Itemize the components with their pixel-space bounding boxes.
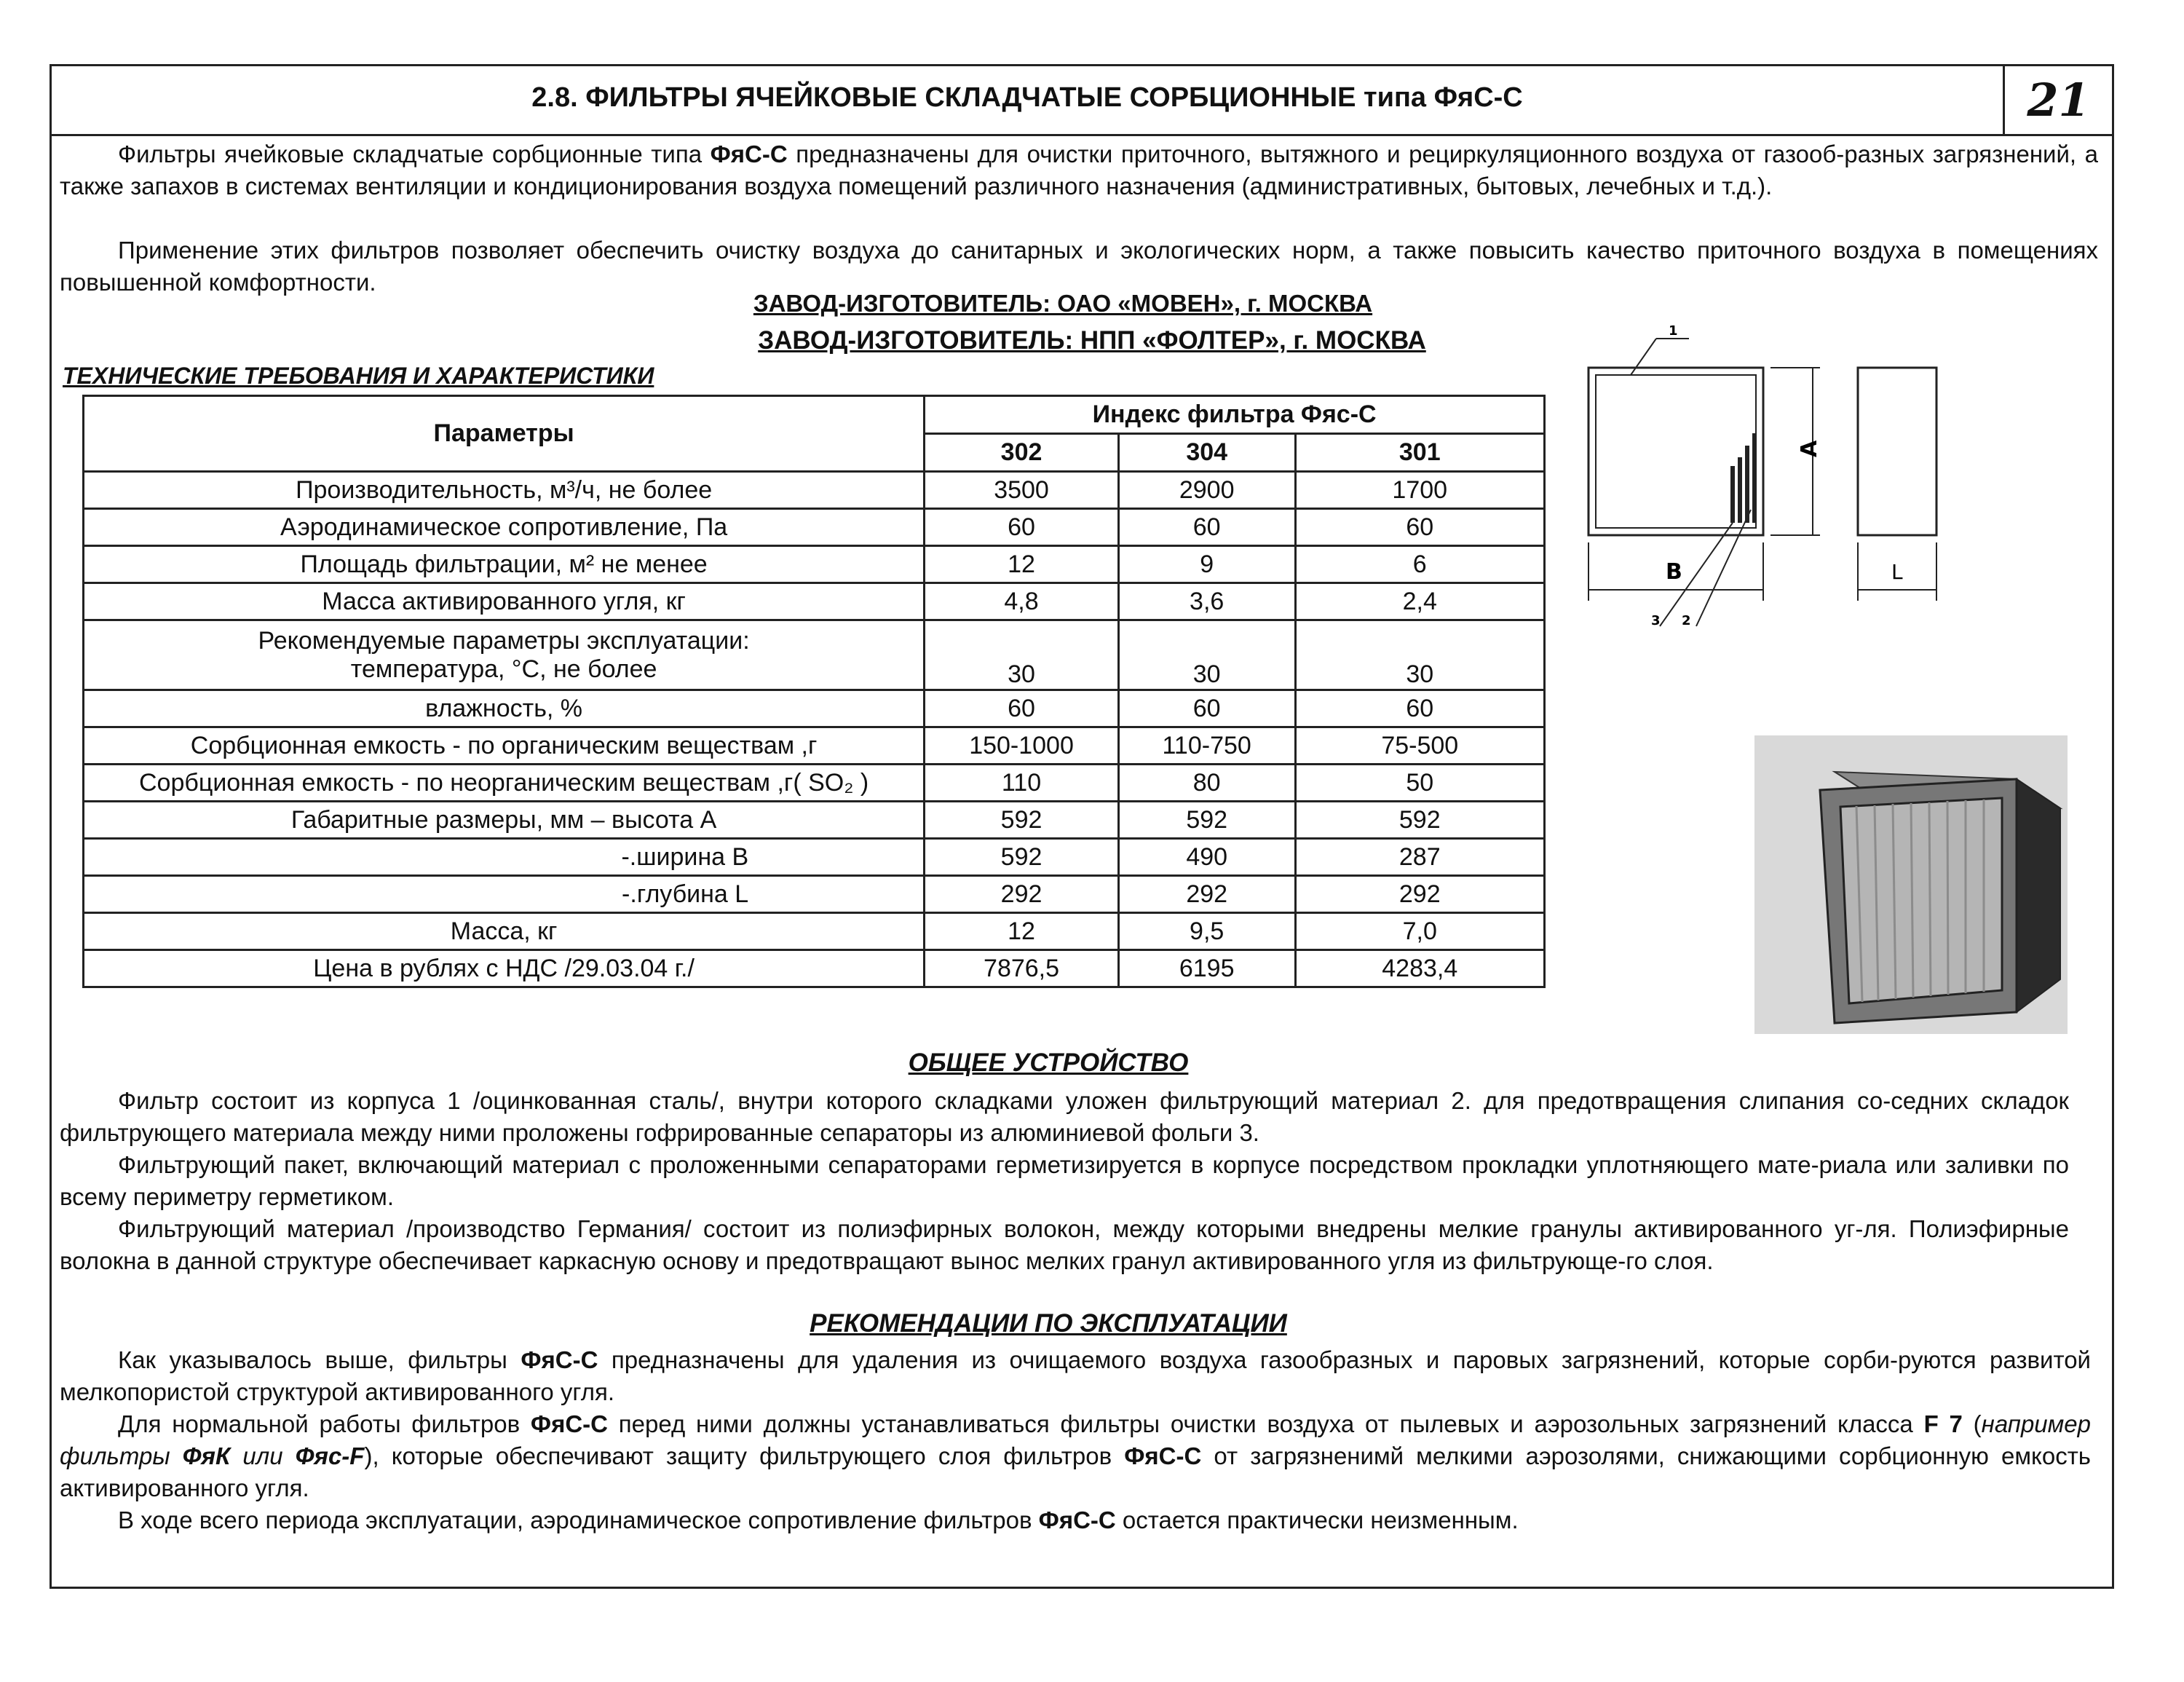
recommendations-paragraph-1 (60, 1344, 2091, 1408)
cell: 292 (925, 876, 1119, 913)
cell: 50 (1295, 765, 1545, 802)
model-header: 304 (1118, 434, 1295, 472)
cell: 292 (1295, 876, 1545, 913)
row-label: -.глубина L (84, 876, 925, 913)
cell: 592 (1118, 802, 1295, 839)
manufacturer-2: ЗАВОД-ИЗГОТОВИТЕЛЬ: НПП «ФОЛТЕР», г. МОСКВА (758, 326, 1426, 355)
general-paragraph-1: Фильтр состоит из корпуса 1 /оцинкованная сталь/, внутри которого складками уложен фильтрующий материал 2. для предотвращения слипания со-седних складок фильтрующего материала между ними проложены гофрированные сепараторы из алюминиевой фольги 3. (60, 1087, 2069, 1146)
manufacturer-1: ЗАВОД-ИЗГОТОВИТЕЛЬ: ОАО «МОВЕН», г. МОСКВА (753, 290, 1373, 317)
table-row (84, 546, 1545, 583)
filter-side-face (2017, 779, 2060, 1012)
text: ( (1962, 1410, 1982, 1437)
text: ), которые обеспечивают защиту фильтрующего слоя фильтров (364, 1442, 1125, 1469)
label-b: В (1666, 559, 1682, 585)
table-row (84, 509, 1545, 546)
recommendations-title: РЕКОМЕНДАЦИИ ПО ЭКСПЛУАТАЦИИ (810, 1309, 1287, 1338)
text: от загрязненимй мелкими аэрозолями, снижающими сорбционную емкость активированного угля. (60, 1442, 2092, 1501)
spec-table (82, 395, 1546, 988)
cell: 4,8 (925, 583, 1119, 620)
row-label: Площадь фильтрации, м² не менее (84, 546, 925, 583)
cell: 490 (1118, 839, 1295, 876)
intro-text: Фильтры ячейковые складчатые сорбционные типа (118, 141, 711, 167)
label-1: 1 (1669, 323, 1678, 339)
page-number-cell (2003, 66, 2112, 134)
row-label: Масса активированного угля, кг (84, 583, 925, 620)
row-label (84, 620, 925, 690)
cell: 60 (1118, 690, 1295, 727)
text: например фильтры (60, 1410, 2091, 1469)
row-label-line-2: температура, °С, не более (350, 655, 657, 683)
general-paragraph-3: Фильтрующий материал /производство Германия/ состоит из полиэфирных волокон, между которыми внедрены мелкие гранулы активированного уг-ля. Полиэфирные волокна в данной структуре обеспечивает каркасную основу и предотвращают вынос мелких гранул активированного угля из фильтрующе-го слоя. (60, 1215, 2069, 1274)
cell: 9 (1118, 546, 1295, 583)
cell: 12 (925, 546, 1119, 583)
intro-text: предназначены для очистки приточного, вытяжного и рециркуляционного воздуха от газооб-разных загрязнений, а также запахов в системах вентиляции и кондиционирования воздуха помещений различного назначения (административных, бытовых, лечебных и т.д.). (60, 141, 2099, 200)
product-code: ФяС-С (530, 1410, 608, 1437)
general-section-title: ОБЩЕЕ УСТРОЙСТВО (908, 1049, 1189, 1077)
table-row (84, 950, 1545, 987)
cell: 7876,5 (925, 950, 1119, 987)
cell: 2900 (1118, 472, 1295, 509)
label-3: 3 (1651, 613, 1661, 628)
cell: 110-750 (1118, 727, 1295, 765)
label-l: L (1891, 560, 1903, 584)
intro-paragraph-2: Применение этих фильтров позволяет обеспечить очистку воздуха до санитарных и экологических норм, а также повысить качество приточного воздуха в помещениях повышенной комфортности. (60, 237, 2098, 296)
row-label: Сорбционная емкость - по неорганическим веществам ,г( SO₂ ) (84, 765, 925, 802)
row-label: Габаритные размеры, мм – высота А (84, 802, 925, 839)
intro-paragraph-1 (60, 138, 2098, 202)
cell: 30 (1118, 620, 1295, 690)
recommendations-paragraph-3 (60, 1504, 2091, 1536)
row-label: Аэродинамическое сопротивление, Па (84, 509, 925, 546)
product-code: ФяК (182, 1442, 231, 1469)
cell: 9,5 (1118, 913, 1295, 950)
product-code: ФяС-С (1038, 1507, 1116, 1533)
page-title: 2.8. ФИЛЬТРЫ ЯЧЕЙКОВЫЕ СКЛАДЧАТЫЕ СОРБЦИОННЫЕ типа ФяС-С (531, 82, 1523, 113)
cell: 3500 (925, 472, 1119, 509)
general-paragraph-2: Фильтрующий пакет, включающий материал с проложенными сепараторами герметизируется в корпусе посредством прокладки уплотняющего мате-риала или заливки по всему периметру герметиком. (60, 1151, 2069, 1210)
label-2: 2 (1682, 613, 1691, 628)
text: Как указывалось выше, фильтры (118, 1346, 521, 1373)
table-row (84, 620, 1545, 690)
cell: 6 (1295, 546, 1545, 583)
row-label: Сорбционная емкость - по органическим веществам ,г (84, 727, 925, 765)
recommendations-paragraph-2 (60, 1408, 2091, 1504)
text: остается практически неизменным. (1115, 1507, 1519, 1533)
leader-line-1 (1631, 339, 1656, 375)
cell: 150-1000 (925, 727, 1119, 765)
text: предназначены для удаления из очищаемого воздуха газообразных и паровых загрязнений, которые сорби-руются развитой мелкопористой структурой активированного угля. (60, 1346, 2091, 1405)
label-a: А (1797, 440, 1822, 457)
model-header: 301 (1295, 434, 1545, 472)
row-label: -.ширина В (84, 839, 925, 876)
row-label: Цена в рублях с НДС /29.03.04 г./ (84, 950, 925, 987)
table-row (84, 876, 1545, 913)
cell: 2,4 (1295, 583, 1545, 620)
product-code: ФяС-С (521, 1346, 598, 1373)
cell: 1700 (1295, 472, 1545, 509)
table-row (84, 690, 1545, 727)
cell: 60 (1295, 690, 1545, 727)
cell: 7,0 (1295, 913, 1545, 950)
cell: 75-500 (1295, 727, 1545, 765)
row-label: Производительность, м³/ч, не более (84, 472, 925, 509)
table-row (84, 727, 1545, 765)
cell: 60 (925, 690, 1119, 727)
cell: 60 (1118, 509, 1295, 546)
table-row (84, 765, 1545, 802)
table-row (84, 802, 1545, 839)
text: перед ними должны устанавливаться фильтры очистки воздуха от пылевых и аэрозольных загрязнений класса (607, 1410, 1924, 1437)
text: Для нормальной работы фильтров (118, 1410, 531, 1437)
side-view-outline (1858, 368, 1936, 535)
param-header: Параметры (84, 396, 925, 472)
cell: 80 (1118, 765, 1295, 802)
filter-schematic (1587, 320, 1951, 641)
cell: 592 (925, 802, 1119, 839)
filter-class: F 7 (1923, 1410, 1963, 1437)
row-label-line-1: Рекомендуемые параметры эксплуатации: (258, 626, 750, 655)
text: или (230, 1442, 296, 1469)
product-code: ФяС-С (1124, 1442, 1202, 1469)
cell: 4283,4 (1295, 950, 1545, 987)
table-row (84, 913, 1545, 950)
table-row (84, 472, 1545, 509)
table-row (84, 583, 1545, 620)
cell: 3,6 (1118, 583, 1295, 620)
cell: 287 (1295, 839, 1545, 876)
row-label: Масса, кг (84, 913, 925, 950)
text: В ходе всего периода эксплуатации, аэродинамическое сопротивление фильтров (118, 1507, 1039, 1533)
product-code: Фяс-F (295, 1442, 365, 1469)
cell: 592 (1295, 802, 1545, 839)
cell: 60 (925, 509, 1119, 546)
cell: 592 (925, 839, 1119, 876)
cell: 30 (1295, 620, 1545, 690)
cell: 30 (925, 620, 1119, 690)
filter-media (1840, 798, 2002, 1003)
index-header: Индекс фильтра Фяс-С (925, 396, 1545, 434)
product-code: ФяС-С (710, 141, 788, 167)
model-header: 302 (925, 434, 1119, 472)
cell: 6195 (1118, 950, 1295, 987)
header-row (52, 66, 2112, 136)
table-row (84, 839, 1545, 876)
cell: 110 (925, 765, 1119, 802)
cell: 12 (925, 913, 1119, 950)
housing-outline (1588, 368, 1763, 535)
cell: 60 (1295, 509, 1545, 546)
tech-section-title: ТЕХНИЧЕСКИЕ ТРЕБОВАНИЯ И ХАРАКТЕРИСТИКИ (63, 363, 654, 389)
filter-photo (1754, 735, 2068, 1034)
page-number: 21 (2027, 74, 2090, 127)
cell: 292 (1118, 876, 1295, 913)
row-label: влажность, % (84, 690, 925, 727)
